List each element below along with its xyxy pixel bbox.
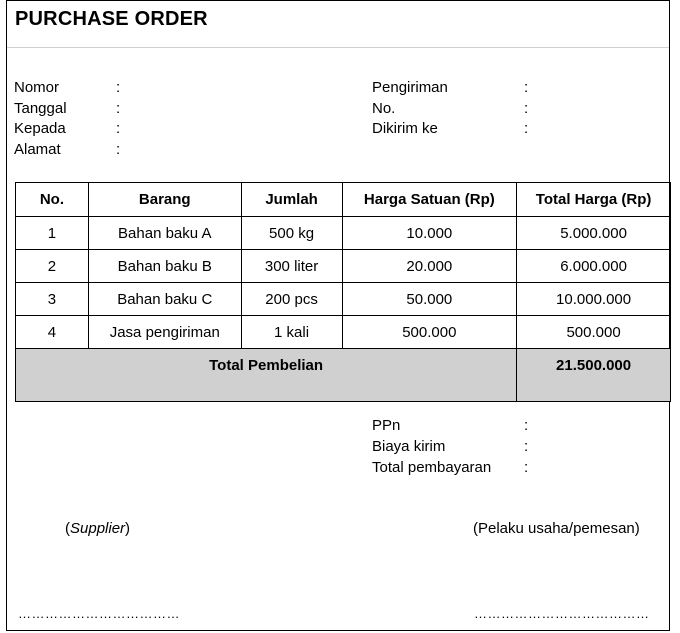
paren-close: ) — [125, 520, 131, 537]
buyer-signature-line: ………………………………… — [474, 606, 650, 621]
cell-harga-satuan: 20.000 — [342, 250, 517, 283]
column-header-jumlah: Jumlah — [241, 183, 342, 217]
field-colon: : — [116, 141, 121, 158]
field-colon: : — [524, 79, 529, 96]
cell-barang: Jasa pengiriman — [88, 316, 241, 349]
field-label: Kepada — [14, 120, 66, 137]
cell-total-harga: 5.000.000 — [517, 217, 671, 250]
column-header-barang: Barang — [88, 183, 241, 217]
field-label: Tanggal — [14, 100, 67, 117]
table-row — [16, 217, 671, 250]
column-header-total-harga: Total Harga (Rp) — [517, 183, 671, 217]
field-colon: : — [116, 120, 121, 137]
cell-jumlah: 1 kali — [241, 316, 342, 349]
field-label: Pengiriman — [372, 79, 448, 96]
field-colon: : — [524, 459, 529, 476]
supplier-signature-line: ……………………………… — [18, 606, 180, 621]
cell-jumlah: 200 pcs — [241, 283, 342, 316]
field-colon: : — [116, 79, 121, 96]
field-colon: : — [524, 100, 529, 117]
field-label: Nomor — [14, 79, 60, 96]
cell-harga-satuan: 500.000 — [342, 316, 517, 349]
total-value: 21.500.000 — [517, 349, 671, 402]
cell-jumlah: 500 kg — [241, 217, 342, 250]
items-table — [15, 182, 671, 402]
field-colon: : — [116, 100, 121, 117]
cell-no: 4 — [16, 316, 89, 349]
field-colon: : — [524, 438, 529, 455]
cell-harga-satuan: 50.000 — [342, 283, 517, 316]
table-row — [16, 316, 671, 349]
field-colon: : — [524, 417, 529, 434]
total-row — [16, 349, 671, 402]
cell-no: 3 — [16, 283, 89, 316]
cell-total-harga: 10.000.000 — [517, 283, 671, 316]
total-label: Total Pembelian — [16, 349, 517, 402]
column-header-no: No. — [16, 183, 89, 217]
field-colon: : — [524, 120, 529, 137]
table-row — [16, 250, 671, 283]
cell-barang: Bahan baku B — [88, 250, 241, 283]
cell-total-harga: 500.000 — [517, 316, 671, 349]
field-label: PPn — [372, 417, 401, 434]
field-label: Biaya kirim — [372, 438, 446, 455]
cell-barang: Bahan baku C — [88, 283, 241, 316]
field-label: No. — [372, 100, 396, 117]
supplier-word: Supplier — [70, 520, 126, 537]
cell-no: 1 — [16, 217, 89, 250]
title-divider — [7, 47, 669, 48]
buyer-signature-label: (Pelaku usaha/pemesan) — [473, 520, 640, 537]
supplier-signature-label — [65, 520, 130, 537]
cell-jumlah: 300 liter — [241, 250, 342, 283]
column-header-harga-satuan: Harga Satuan (Rp) — [342, 183, 517, 217]
cell-harga-satuan: 10.000 — [342, 217, 517, 250]
page-title: PURCHASE ORDER — [15, 8, 208, 30]
cell-barang: Bahan baku A — [88, 217, 241, 250]
paren-open: ( — [65, 520, 70, 537]
table-header-row — [16, 183, 671, 217]
table-row — [16, 283, 671, 316]
field-label: Alamat — [14, 141, 61, 158]
cell-total-harga: 6.000.000 — [517, 250, 671, 283]
cell-no: 2 — [16, 250, 89, 283]
field-label: Total pembayaran — [372, 459, 492, 476]
field-label: Dikirim ke — [372, 120, 438, 137]
